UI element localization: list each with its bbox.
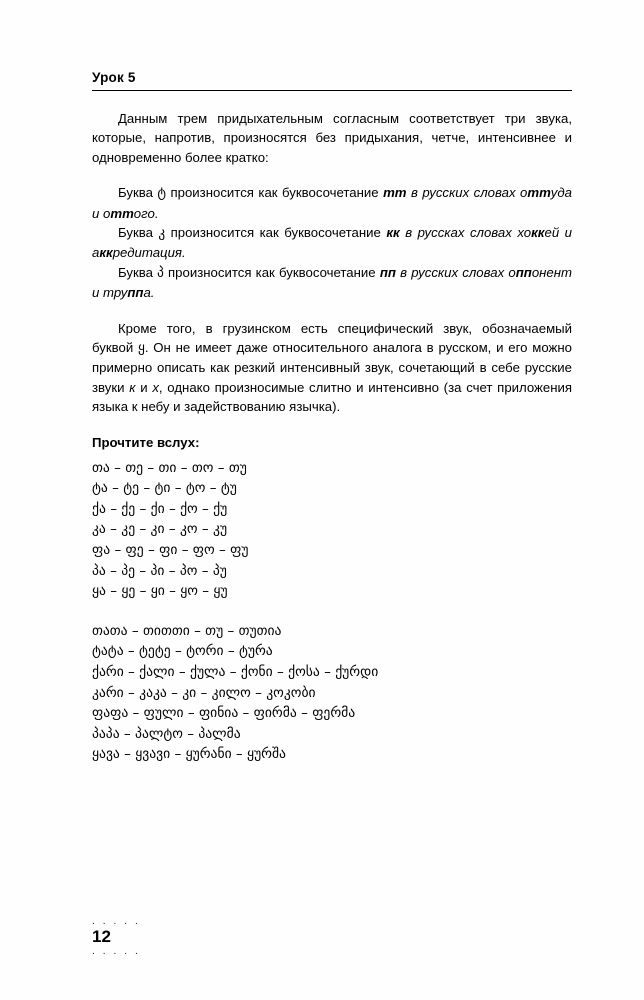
rule1-prefix: Буква [118,185,158,201]
rule2-prefix: Буква [118,225,159,241]
footer-dots-top: . . . . . [92,916,141,927]
rule1-tail: ого. [133,205,159,221]
exercise-word-list [92,621,572,765]
header-divider [92,90,572,91]
rule3-letter: პ [157,265,164,281]
rule2-bold2: кк [99,245,113,261]
running-head [92,70,572,90]
special-sound-paragraph [92,319,572,417]
exercise-block [92,435,572,765]
par2-h: х [152,379,159,395]
exercise-line: ქა – ქე – ქი – ქო – ქუ [92,500,228,517]
page-content [92,70,572,765]
par2-and: и [135,379,153,395]
rule3-tail: а. [143,285,155,301]
rule1-bold1: тт [527,185,551,201]
rule-paragraph-tt [92,183,572,223]
exercise-line: კარი – კაკა – კი – კილო – კოკობი [92,684,316,701]
rule3-mid: произносится как буквосочетание [163,264,380,280]
exercise-line: ფა – ფე – ფი – ფო – ფუ [92,542,249,559]
rule1-mid2: в русских словах о [406,185,528,201]
rule1-mid3: уда и о [92,185,573,221]
exercise-title: Прочтите вслух: [92,434,200,450]
spacer [92,303,572,319]
par2-part1: Кроме того, в грузинском есть специфический звук, обозначаемый буквой [92,320,572,356]
rule2-mid3: ей и а [92,225,572,261]
rule2-bold1: кк [531,225,545,241]
lesson-label: Урок 5 [92,70,136,85]
rule1-letter: ტ [157,186,167,202]
exercise-line: ყავა – ყვავი – ყურანი – ყურშა [92,746,286,763]
rule1-combo: тт [383,185,407,201]
rule2-letter: კ [158,226,166,242]
rule3-prefix: Буква [118,264,158,280]
exercise-line: ფაფა – ფული – ფინია – ფირმა – ფერმა [92,705,356,722]
exercise-line: ქარი – ქალი – ქულა – ქონი – ქოსა – ქურდი [92,664,379,681]
exercise-line: ტატა – ტეტე – ტორი – ტურა [92,643,273,660]
exercise-line: ყა – ყე – ყი – ყო – ყუ [92,583,228,600]
rule2-mid2: в руссках словах хо [399,225,532,241]
rule-paragraph-pp [92,263,572,303]
rule3-bold2: пп [127,285,144,301]
par2-letter: ყ [138,341,145,357]
intro-paragraph: Данным трем придыхательным согласным соответствует три звука, которые, напротив, произносятся без придыхания, четче, интенсивнее и одновременно более кратко: [92,111,572,165]
par2-part3: , однако произносимые слитно и интенсивно (за счет приложения языка к небу и задействованию язычка). [92,379,572,415]
exercise-line: პაპა – პალტო – პალმა [92,725,241,742]
exercise-line: ტა – ტე – ტი – ტო – ტუ [92,480,237,497]
rule3-mid2: в русских словах о [395,264,516,280]
page-footer [92,918,292,956]
rule3-mid3: онент и тру [92,264,573,301]
exercise-line: თათა – თითთი – თუ – თუთია [92,622,282,639]
rule2-tail: редитация. [112,245,186,261]
rule2-combo: кк [386,225,400,241]
rule-paragraph-kk [92,223,572,263]
par2-k: к [129,379,136,395]
exercise-line: თა – თე – თი – თო – თუ [92,459,247,476]
rule1-bold2: тт [110,205,134,221]
par2-part2: . Он не имеет даже относительного аналога в русском, и его можно примерно описать как резкий интенсивный звук, сочетающий в себе русские звуки [92,340,572,395]
rule3-bold1: пп [515,264,532,280]
rule1-mid: произносится как буквосочетание [166,185,384,201]
footer-dots-bottom: . . . . . [92,946,141,957]
page-number: 12 [92,927,111,946]
exercise-line: კა – კე – კი – კო – კუ [92,521,228,538]
rule2-mid: произносится как буквосочетание [165,225,387,241]
spacer [92,167,572,183]
exercise-syllable-list [92,458,572,602]
rule3-combo: пп [379,264,396,280]
exercise-line: პა – პე – პი – პო – პუ [92,562,227,579]
